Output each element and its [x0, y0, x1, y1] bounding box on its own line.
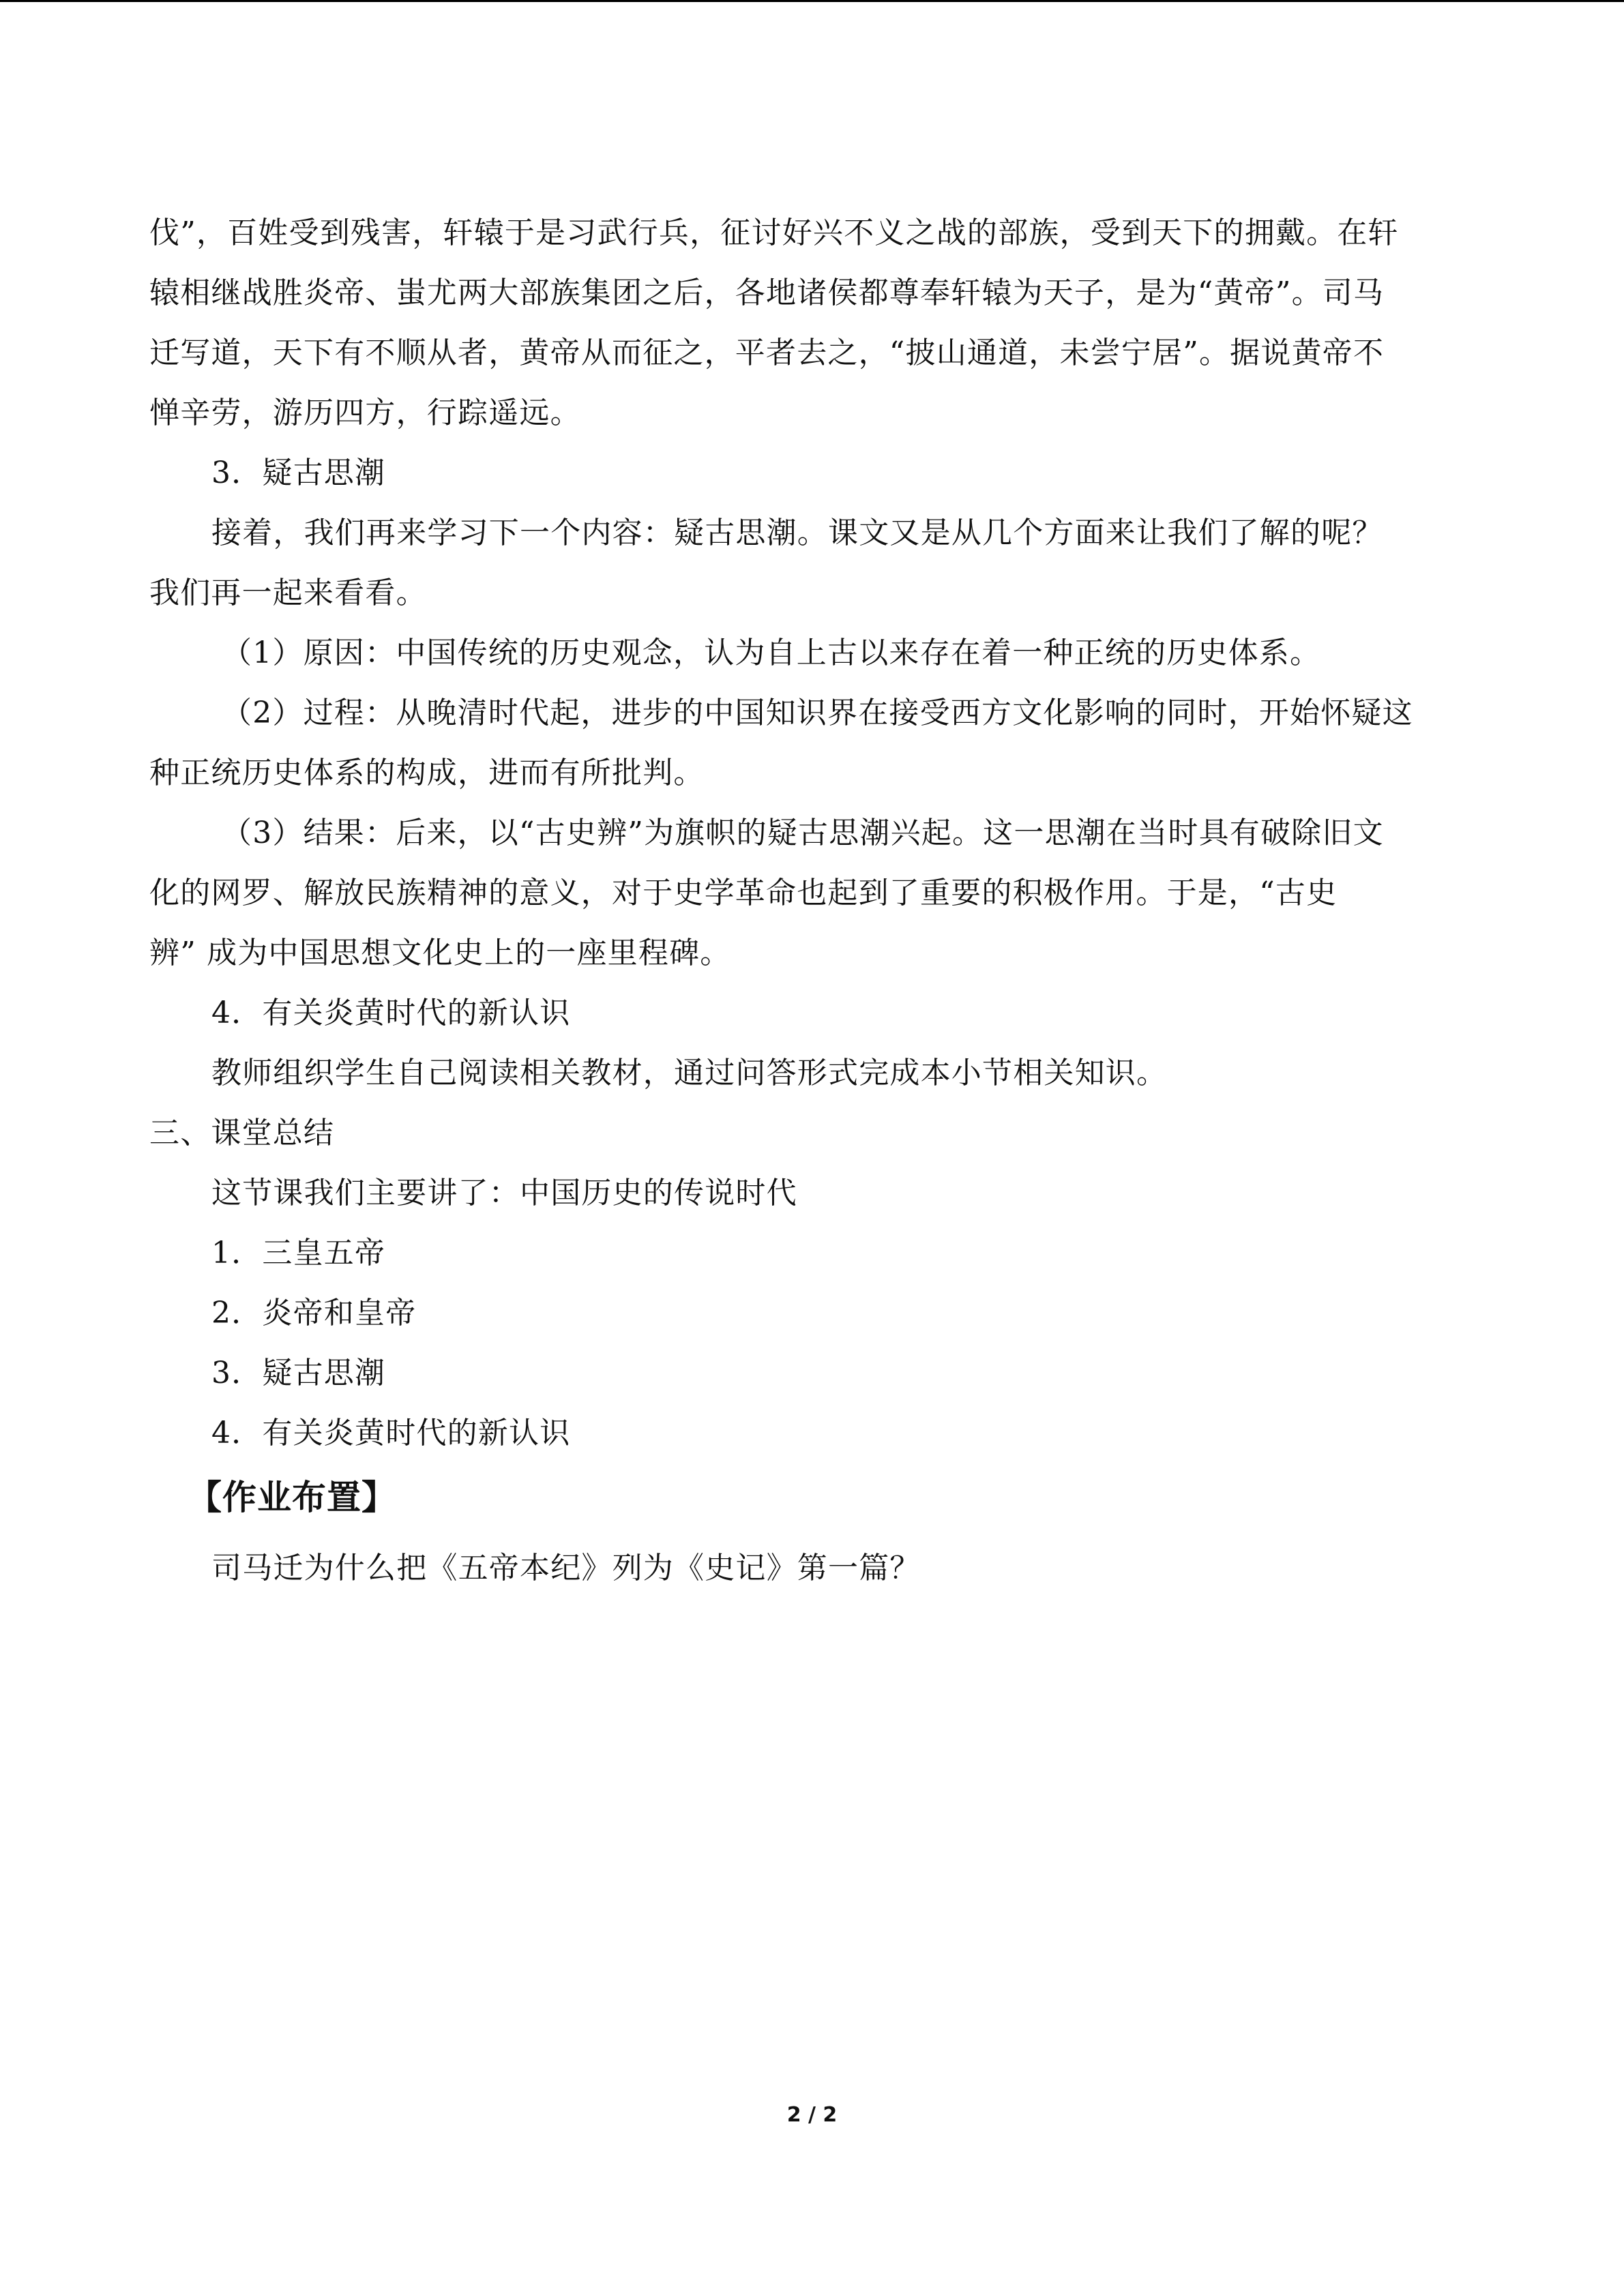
- paragraph-line: 迁写道，天下有不顺从者，黄帝从而征之，平者去之，“披山通道，未尝宁居”。据说黄帝不: [149, 336, 1385, 370]
- section-heading-doubt-antiquity: 3．疑古思潮: [211, 456, 386, 490]
- list-item-result: （3）结果：后来，以“古史辨”为旗帜的疑古思潮兴起。这一思潮在当时具有破除旧文: [222, 816, 1384, 850]
- homework-heading: 【作业布置】: [188, 1478, 396, 1517]
- paragraph-line: 我们再一起来看看。: [149, 576, 427, 610]
- paragraph-line: 辕相继战胜炎帝、蚩尤两大部族集团之后，各地诸侯都尊奉轩辕为天子，是为“黄帝”。司马: [149, 275, 1385, 310]
- summary-list-item: 3．疑古思潮: [211, 1356, 386, 1390]
- paragraph-line: 化的网罗、解放民族精神的意义，对于史学革命也起到了重要的积极作用。于是，“古史: [149, 876, 1338, 910]
- paragraph-line: 教师组织学生自己阅读相关教材，通过问答形式完成本小节相关知识。: [211, 1056, 1168, 1090]
- list-item-process: （2）过程：从晚清时代起，进步的中国知识界在接受西方文化影响的同时，开始怀疑这: [222, 696, 1413, 730]
- list-item-cause: （1）原因：中国传统的历史观念，认为自上古以来存在着一种正统的历史体系。: [222, 636, 1321, 670]
- document-body: [149, 203, 1479, 1598]
- section-heading-summary: 三、课堂总结: [149, 1116, 335, 1150]
- top-border-line: [0, 0, 1624, 2]
- summary-list-item: 2．炎帝和皇帝: [211, 1296, 417, 1330]
- paragraph-line: 惮辛劳，游历四方，行踪遥远。: [149, 396, 581, 430]
- paragraph-line: 种正统历史体系的构成，进而有所批判。: [149, 756, 705, 790]
- homework-question: 司马迁为什么把《五帝本纪》列为《史记》第一篇？: [211, 1551, 921, 1585]
- summary-list-item: 4．有关炎黄时代的新认识: [211, 1416, 571, 1450]
- page-number: 2 / 2: [786, 2103, 838, 2127]
- paragraph-line: 辨” 成为中国思想文化史上的一座里程碑。: [149, 936, 731, 970]
- paragraph-line: 这节课我们主要讲了：中国历史的传说时代: [211, 1176, 797, 1210]
- paragraph-line: 接着，我们再来学习下一个内容：疑古思潮。课文又是从几个方面来让我们了解的呢？: [211, 516, 1383, 550]
- summary-list-item: 1．三皇五帝: [211, 1236, 386, 1270]
- section-heading-new-understanding: 4．有关炎黄时代的新认识: [211, 996, 571, 1030]
- paragraph-line: 伐”，百姓受到残害，轩辕于是习武行兵，征讨好兴不义之战的部族，受到天下的拥戴。在轩: [149, 215, 1399, 250]
